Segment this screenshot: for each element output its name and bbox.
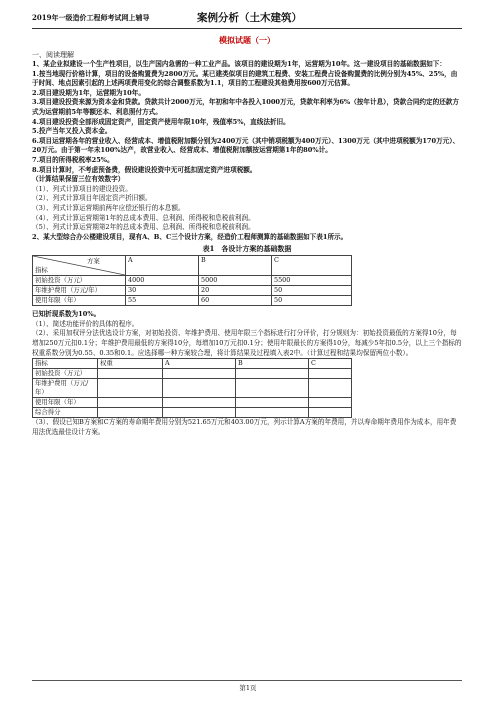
cell [98, 398, 163, 408]
cell [309, 408, 352, 418]
cell: 60 [199, 296, 272, 306]
table-row [33, 408, 352, 418]
table-row [33, 276, 352, 286]
section-heading: 一、阅读理解 [32, 51, 74, 59]
cell [309, 369, 352, 379]
cell: 50 [272, 296, 352, 306]
cell [236, 379, 309, 398]
corner-bottom-label: 指标 [35, 266, 48, 275]
cell [236, 398, 309, 408]
cell: 30 [126, 286, 199, 296]
q1-sub: （5）、列式计算运营期第2年的总成本费用、总利润、所得税和息税前利润。 [32, 223, 255, 232]
cell [163, 408, 236, 418]
row-label: 使用年限（年） [33, 296, 126, 306]
q2-heading: 2、某大型综合办公楼建设项目，现有A、B、C三个设计方案，经造价工程师测算的基础数据如下表1所示。 [32, 232, 348, 241]
table2-header: C [309, 359, 352, 369]
q1-sub: （3）、列式计算运营期前两年应偿还银行的本息额。 [32, 203, 185, 212]
footer-divider [32, 680, 462, 681]
row-label: 年维护费用（万元/年） [33, 286, 126, 296]
table-row [33, 296, 352, 306]
q1-sub: （2）、列式计算项目年固定资产折旧额。 [32, 194, 152, 203]
table2-header: 权重 [98, 359, 163, 369]
q1-item: 8.项目计算时，不考虑预备费，假设建设投资中无可抵扣固定资产进项税额。 [32, 165, 257, 174]
cell [309, 398, 352, 408]
table-row [33, 286, 352, 296]
cell [236, 408, 309, 418]
cell: 4000 [126, 276, 199, 286]
q1-item: 6.项目运营期各年的营业收入、经营成本、增值税附加额分别为2400万元（其中销项税额为400万元）、1300万元（其中进项税额为170万元）、20万元。由于第一年未100%达产，故营业收入、经营成本、增值税附加额按运营期第1年的80%计。 [32, 136, 460, 155]
q1-sub: （1）、列式计算项目的建设投资。 [32, 184, 132, 193]
q1-sub: （4）、列式计算运营期第1年的总成本费用、总利润、所得税和息税前利润。 [32, 213, 255, 222]
q1-note: （计算结果保留三位有效数字） [32, 175, 125, 184]
page-number: 第1页 [239, 684, 257, 692]
cell [98, 408, 163, 418]
table-row [33, 398, 352, 408]
q1-item: 4.项目建设投资全部形成固定资产，固定资产使用年限10年，残值率5%，直线法折旧。 [32, 117, 290, 126]
table2 [32, 358, 352, 418]
q1-item: 7.项目的所得税税率25%。 [32, 155, 114, 164]
header-left-text: 2019年一级造价工程师考试网上辅导 [32, 13, 150, 22]
exam-title: 模拟试题（一） [219, 35, 275, 45]
cell [309, 379, 352, 398]
row-label: 使用年限（年） [33, 398, 98, 408]
cell [98, 379, 163, 398]
q2-sub: （3）、假设已知B方案和C方案的寿命期年费用分别为521.65万元和403.00万元，列示计算A方案的年费用，并以寿命期年费用作为成本，用年费用法优选最佳设计方案。 [32, 418, 457, 436]
table1-col-header: A [126, 256, 199, 276]
table2-header: B [236, 359, 309, 369]
q1-item: 2.项目建设期为1年，运营期为10年。 [32, 88, 145, 97]
cell: 20 [199, 286, 272, 296]
cell [98, 369, 163, 379]
q1-item: 5.投产当年又投入资本金。 [32, 127, 112, 136]
cell [236, 369, 309, 379]
page-header [32, 10, 462, 29]
table1 [32, 255, 352, 306]
row-label: 综合得分 [33, 408, 98, 418]
table-row [33, 369, 352, 379]
table2-header: A [163, 359, 236, 369]
cell: 50 [272, 286, 352, 296]
q1-item: 1.按当地现行价格计算，项目的设备购置费为2800万元。某已建类似项目的建筑工程费、安装工程费占设备购置费的比例分别为45%、25%，由于时间、地点因素引起的上述两项费用变化的综合调整系数为1.1，项目的工程建设其他费用按600万元估算。 [32, 69, 458, 88]
row-label: 年维护费用（万元/年） [33, 379, 98, 398]
table1-caption: 表1 各设计方案的基础数据 [202, 244, 292, 254]
q2-sub: （2）、采用加权评分法优选设计方案，对初始投资、年维护费用、使用年限三个指标进行打分评价，打分规则为：初始投资最低的方案得10分，每增加250万元扣0.1分；年维护费用最低的方案得10分，每增加10万元扣0.1分；使用年限最长的方案得10分，每减少5年扣0.5分，以上三个指标的权重系数分别为0.55、0.35和0.1。应选择哪一种方案较合理，将计算结果及过程填入表2中。（计算过程和结果均保留两位小数）。 [32, 329, 462, 357]
q1-heading: 1、某企业拟建设一个生产性项目，以生产国内急需的一种工业产品。该项目的建设期为1年，运营期为10年。这一建设项目的基础数据如下： [32, 60, 446, 68]
cell: 5000 [199, 276, 272, 286]
row-label: 初始投资（万元） [33, 276, 126, 286]
q1-item: 3.项目建设投资来源为资本金和贷款。贷款共计2000万元，年初和年中各投入1000万元，贷款年利率为6%（按年计息），贷款合同约定的还款方式为运营期前5年等额还本、利息照付方式。 [32, 98, 459, 116]
table1-corner-cell [33, 256, 126, 276]
document-page [32, 10, 462, 437]
known-condition: 已知折现系数为10%。 [32, 310, 101, 319]
cell [163, 369, 236, 379]
table-row [33, 379, 352, 398]
cell [163, 398, 236, 408]
table2-header: 指标 [33, 359, 98, 369]
table1-col-header: B [199, 256, 272, 276]
corner-top-label: 方案 [87, 257, 100, 266]
q2-sub: （1）、简述功能评价的具体的程序。 [32, 319, 139, 328]
row-label: 初始投资（万元） [33, 369, 98, 379]
table1-col-header: C [272, 256, 352, 276]
cell: 5500 [272, 276, 352, 286]
cell: 55 [126, 296, 199, 306]
cell [163, 379, 236, 398]
header-title: 案例分析（土木建筑） [197, 12, 302, 24]
